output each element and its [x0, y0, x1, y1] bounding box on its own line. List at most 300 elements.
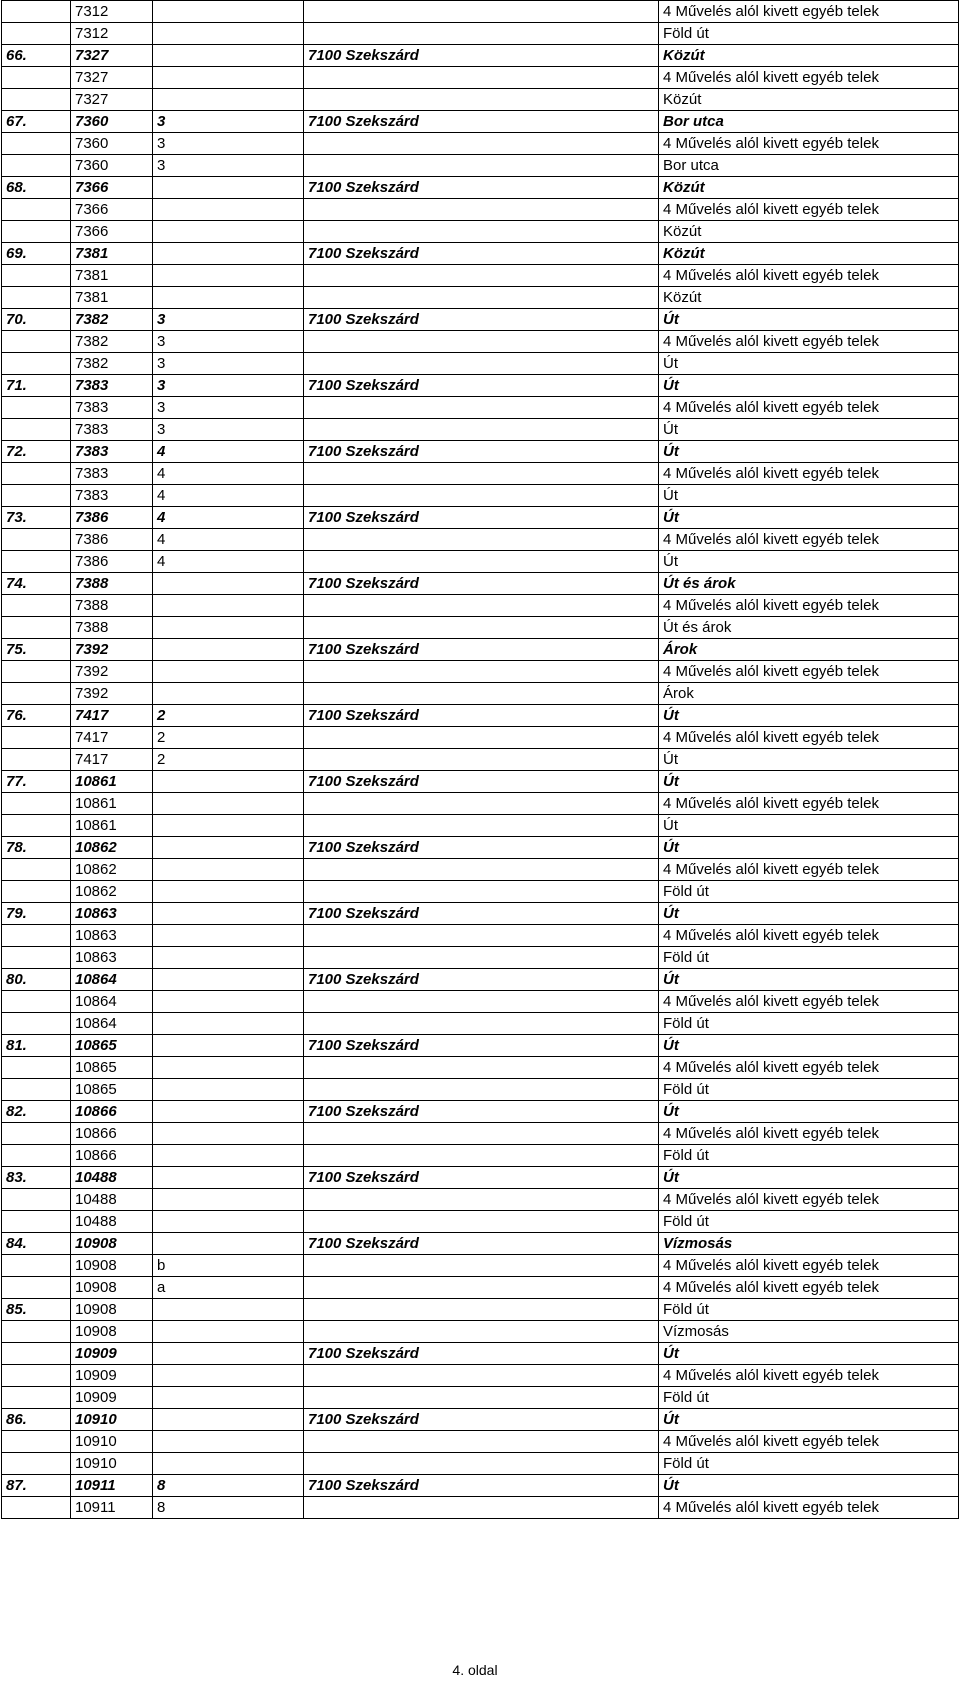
location-cell: 7100 Szekszárd	[304, 1101, 659, 1123]
table-row	[2, 1057, 959, 1079]
sub-id-cell	[153, 991, 304, 1013]
description-cell: Vízmosás	[659, 1321, 959, 1343]
sub-id-cell: a	[153, 1277, 304, 1299]
location-cell	[304, 1, 659, 23]
sub-id-cell	[153, 1365, 304, 1387]
location-cell: 7100 Szekszárd	[304, 243, 659, 265]
row-number-cell	[2, 397, 71, 419]
sub-id-cell: 8	[153, 1497, 304, 1519]
table-row-entry	[2, 1167, 959, 1189]
location-cell: 7100 Szekszárd	[304, 177, 659, 199]
row-number-cell	[2, 1145, 71, 1167]
row-number-cell	[2, 749, 71, 771]
location-cell	[304, 1277, 659, 1299]
description-cell: Föld út	[659, 1453, 959, 1475]
parcel-id-cell: 7392	[71, 683, 153, 705]
parcel-id-cell: 7417	[71, 705, 153, 727]
parcel-id-cell: 7360	[71, 155, 153, 177]
row-number-cell	[2, 1343, 71, 1365]
location-cell: 7100 Szekszárd	[304, 1409, 659, 1431]
location-cell: 7100 Szekszárd	[304, 837, 659, 859]
parcel-id-cell: 7417	[71, 749, 153, 771]
row-number-cell: 82.	[2, 1101, 71, 1123]
location-cell: 7100 Szekszárd	[304, 507, 659, 529]
location-cell	[304, 1057, 659, 1079]
location-cell	[304, 419, 659, 441]
parcel-id-cell: 7388	[71, 573, 153, 595]
row-number-cell	[2, 683, 71, 705]
parcel-id-cell: 7382	[71, 331, 153, 353]
row-number-cell	[2, 1013, 71, 1035]
location-cell	[304, 1387, 659, 1409]
parcel-id-cell: 7392	[71, 639, 153, 661]
description-cell: 4 Művelés alól kivett egyéb telek	[659, 265, 959, 287]
row-number-cell	[2, 1057, 71, 1079]
table-row-entry	[2, 441, 959, 463]
table-row	[2, 529, 959, 551]
location-cell	[304, 1365, 659, 1387]
table-row	[2, 1387, 959, 1409]
parcel-id-cell: 10908	[71, 1233, 153, 1255]
location-cell	[304, 1145, 659, 1167]
description-cell: Út	[659, 1409, 959, 1431]
description-cell: Út	[659, 705, 959, 727]
description-cell: Föld út	[659, 1387, 959, 1409]
row-number-cell: 68.	[2, 177, 71, 199]
sub-id-cell	[153, 1321, 304, 1343]
row-number-cell: 85.	[2, 1299, 71, 1321]
row-number-cell	[2, 991, 71, 1013]
table-row-entry	[2, 309, 959, 331]
table-row	[2, 397, 959, 419]
parcel-id-cell: 7312	[71, 1, 153, 23]
sub-id-cell: 3	[153, 309, 304, 331]
location-cell	[304, 133, 659, 155]
table-row	[2, 419, 959, 441]
sub-id-cell: 3	[153, 397, 304, 419]
location-cell: 7100 Szekszárd	[304, 375, 659, 397]
description-cell: Út	[659, 969, 959, 991]
row-number-cell	[2, 485, 71, 507]
location-cell: 7100 Szekszárd	[304, 441, 659, 463]
sub-id-cell	[153, 1343, 304, 1365]
description-cell: Út	[659, 1101, 959, 1123]
row-number-cell: 74.	[2, 573, 71, 595]
description-cell: 4 Művelés alól kivett egyéb telek	[659, 1123, 959, 1145]
table-row-entry	[2, 969, 959, 991]
row-number-cell	[2, 331, 71, 353]
description-cell: Út	[659, 419, 959, 441]
table-row	[2, 23, 959, 45]
row-number-cell: 66.	[2, 45, 71, 67]
sub-id-cell	[153, 243, 304, 265]
parcel-id-cell: 10862	[71, 837, 153, 859]
row-number-cell	[2, 1453, 71, 1475]
table-row-entry	[2, 771, 959, 793]
sub-id-cell	[153, 793, 304, 815]
row-number-cell	[2, 221, 71, 243]
location-cell: 7100 Szekszárd	[304, 111, 659, 133]
description-cell: 4 Művelés alól kivett egyéb telek	[659, 1277, 959, 1299]
location-cell	[304, 463, 659, 485]
row-number-cell: 73.	[2, 507, 71, 529]
sub-id-cell	[153, 595, 304, 617]
sub-id-cell	[153, 639, 304, 661]
parcel-id-cell: 7383	[71, 463, 153, 485]
parcel-id-cell: 7386	[71, 551, 153, 573]
location-cell	[304, 617, 659, 639]
sub-id-cell: 8	[153, 1475, 304, 1497]
description-cell: Közút	[659, 177, 959, 199]
description-cell: 4 Művelés alól kivett egyéb telek	[659, 199, 959, 221]
location-cell	[304, 331, 659, 353]
sub-id-cell: 3	[153, 331, 304, 353]
description-cell: 4 Művelés alól kivett egyéb telek	[659, 397, 959, 419]
parcel-id-cell: 10864	[71, 991, 153, 1013]
sub-id-cell: 4	[153, 507, 304, 529]
row-number-cell	[2, 1211, 71, 1233]
sub-id-cell: 2	[153, 749, 304, 771]
sub-id-cell	[153, 661, 304, 683]
location-cell	[304, 925, 659, 947]
location-cell	[304, 1123, 659, 1145]
sub-id-cell: 3	[153, 155, 304, 177]
row-number-cell	[2, 89, 71, 111]
table-row	[2, 1453, 959, 1475]
description-cell: Út	[659, 375, 959, 397]
parcel-id-cell: 10911	[71, 1497, 153, 1519]
row-number-cell	[2, 67, 71, 89]
description-cell: Bor utca	[659, 111, 959, 133]
row-number-cell: 87.	[2, 1475, 71, 1497]
row-number-cell	[2, 133, 71, 155]
table-row	[2, 991, 959, 1013]
table-row	[2, 925, 959, 947]
location-cell: 7100 Szekszárd	[304, 1233, 659, 1255]
parcel-id-cell: 7383	[71, 397, 153, 419]
table-row-entry	[2, 111, 959, 133]
table-row	[2, 89, 959, 111]
table-row	[2, 1299, 959, 1321]
table-row-entry	[2, 177, 959, 199]
parcel-table-body	[2, 1, 959, 1519]
table-row	[2, 287, 959, 309]
location-cell	[304, 265, 659, 287]
parcel-id-cell: 10909	[71, 1343, 153, 1365]
sub-id-cell	[153, 1101, 304, 1123]
location-cell	[304, 353, 659, 375]
parcel-id-cell: 7383	[71, 375, 153, 397]
sub-id-cell	[153, 573, 304, 595]
table-row	[2, 199, 959, 221]
parcel-id-cell: 7360	[71, 111, 153, 133]
description-cell: 4 Művelés alól kivett egyéb telek	[659, 331, 959, 353]
sub-id-cell	[153, 67, 304, 89]
table-row	[2, 485, 959, 507]
row-number-cell: 79.	[2, 903, 71, 925]
location-cell	[304, 815, 659, 837]
row-number-cell: 70.	[2, 309, 71, 331]
row-number-cell	[2, 1123, 71, 1145]
table-row	[2, 1365, 959, 1387]
table-row-entry	[2, 1035, 959, 1057]
sub-id-cell: 3	[153, 419, 304, 441]
description-cell: Út	[659, 1475, 959, 1497]
parcel-id-cell: 7417	[71, 727, 153, 749]
location-cell: 7100 Szekszárd	[304, 45, 659, 67]
parcel-id-cell: 10861	[71, 815, 153, 837]
table-row	[2, 67, 959, 89]
description-cell: 4 Művelés alól kivett egyéb telek	[659, 595, 959, 617]
parcel-id-cell: 7383	[71, 419, 153, 441]
description-cell: Út	[659, 1343, 959, 1365]
parcel-id-cell: 10911	[71, 1475, 153, 1497]
row-number-cell: 77.	[2, 771, 71, 793]
parcel-id-cell: 10488	[71, 1189, 153, 1211]
row-number-cell: 84.	[2, 1233, 71, 1255]
sub-id-cell	[153, 1387, 304, 1409]
table-row	[2, 1079, 959, 1101]
description-cell: Út és árok	[659, 617, 959, 639]
parcel-id-cell: 10908	[71, 1255, 153, 1277]
parcel-id-cell: 7381	[71, 243, 153, 265]
location-cell: 7100 Szekszárd	[304, 1343, 659, 1365]
parcel-id-cell: 7382	[71, 309, 153, 331]
sub-id-cell	[153, 177, 304, 199]
parcel-id-cell: 7386	[71, 507, 153, 529]
row-number-cell: 69.	[2, 243, 71, 265]
description-cell: Föld út	[659, 1079, 959, 1101]
parcel-id-cell: 7366	[71, 221, 153, 243]
parcel-id-cell: 7327	[71, 89, 153, 111]
row-number-cell	[2, 463, 71, 485]
sub-id-cell	[153, 1123, 304, 1145]
parcel-id-cell: 7392	[71, 661, 153, 683]
row-number-cell: 78.	[2, 837, 71, 859]
description-cell: Közút	[659, 89, 959, 111]
table-row	[2, 1013, 959, 1035]
row-number-cell	[2, 793, 71, 815]
description-cell: 4 Művelés alól kivett egyéb telek	[659, 463, 959, 485]
table-row-entry	[2, 375, 959, 397]
parcel-id-cell: 10910	[71, 1409, 153, 1431]
table-row	[2, 1123, 959, 1145]
sub-id-cell	[153, 1189, 304, 1211]
sub-id-cell	[153, 859, 304, 881]
row-number-cell: 71.	[2, 375, 71, 397]
row-number-cell	[2, 199, 71, 221]
table-row	[2, 1145, 959, 1167]
description-cell: Út	[659, 837, 959, 859]
parcel-id-cell: 7386	[71, 529, 153, 551]
table-row-entry	[2, 705, 959, 727]
table-row	[2, 1277, 959, 1299]
parcel-id-cell: 10861	[71, 793, 153, 815]
row-number-cell	[2, 155, 71, 177]
table-row	[2, 683, 959, 705]
parcel-id-cell: 7388	[71, 595, 153, 617]
location-cell: 7100 Szekszárd	[304, 573, 659, 595]
description-cell: Föld út	[659, 1211, 959, 1233]
table-row	[2, 815, 959, 837]
row-number-cell: 86.	[2, 1409, 71, 1431]
table-row	[2, 1, 959, 23]
location-cell	[304, 551, 659, 573]
description-cell: Föld út	[659, 1145, 959, 1167]
description-cell: Közút	[659, 243, 959, 265]
location-cell	[304, 221, 659, 243]
sub-id-cell	[153, 221, 304, 243]
description-cell: 4 Művelés alól kivett egyéb telek	[659, 727, 959, 749]
sub-id-cell	[153, 947, 304, 969]
sub-id-cell	[153, 89, 304, 111]
location-cell	[304, 529, 659, 551]
description-cell: Vízmosás	[659, 1233, 959, 1255]
row-number-cell	[2, 815, 71, 837]
location-cell	[304, 859, 659, 881]
description-cell: 4 Művelés alól kivett egyéb telek	[659, 1189, 959, 1211]
table-row	[2, 265, 959, 287]
location-cell: 7100 Szekszárd	[304, 1167, 659, 1189]
sub-id-cell	[153, 1233, 304, 1255]
sub-id-cell	[153, 1013, 304, 1035]
description-cell: 4 Művelés alól kivett egyéb telek	[659, 859, 959, 881]
table-row-entry	[2, 1475, 959, 1497]
sub-id-cell	[153, 1079, 304, 1101]
parcel-id-cell: 7327	[71, 67, 153, 89]
row-number-cell	[2, 419, 71, 441]
parcel-id-cell: 10863	[71, 903, 153, 925]
location-cell	[304, 661, 659, 683]
table-row	[2, 1255, 959, 1277]
row-number-cell: 81.	[2, 1035, 71, 1057]
description-cell: Föld út	[659, 947, 959, 969]
sub-id-cell: 3	[153, 111, 304, 133]
location-cell	[304, 155, 659, 177]
parcel-id-cell: 10488	[71, 1211, 153, 1233]
table-row-entry	[2, 1233, 959, 1255]
description-cell: 4 Művelés alól kivett egyéb telek	[659, 1057, 959, 1079]
location-cell	[304, 23, 659, 45]
sub-id-cell	[153, 1145, 304, 1167]
table-row	[2, 463, 959, 485]
description-cell: Út	[659, 903, 959, 925]
sub-id-cell	[153, 683, 304, 705]
description-cell: Árok	[659, 639, 959, 661]
sub-id-cell	[153, 969, 304, 991]
table-row	[2, 1189, 959, 1211]
sub-id-cell	[153, 1409, 304, 1431]
row-number-cell	[2, 287, 71, 309]
sub-id-cell: b	[153, 1255, 304, 1277]
row-number-cell	[2, 617, 71, 639]
row-number-cell: 75.	[2, 639, 71, 661]
table-row	[2, 947, 959, 969]
table-row-entry	[2, 1343, 959, 1365]
sub-id-cell	[153, 45, 304, 67]
description-cell: Út	[659, 507, 959, 529]
table-row-entry	[2, 573, 959, 595]
sub-id-cell	[153, 199, 304, 221]
description-cell: 4 Művelés alól kivett egyéb telek	[659, 1497, 959, 1519]
sub-id-cell: 4	[153, 463, 304, 485]
table-row	[2, 221, 959, 243]
description-cell: 4 Művelés alól kivett egyéb telek	[659, 529, 959, 551]
sub-id-cell	[153, 1431, 304, 1453]
location-cell: 7100 Szekszárd	[304, 309, 659, 331]
description-cell: Út	[659, 485, 959, 507]
table-row-entry	[2, 507, 959, 529]
sub-id-cell: 3	[153, 353, 304, 375]
location-cell	[304, 1453, 659, 1475]
parcel-id-cell: 10863	[71, 947, 153, 969]
sub-id-cell	[153, 617, 304, 639]
parcel-table	[1, 0, 959, 1519]
location-cell: 7100 Szekszárd	[304, 1035, 659, 1057]
parcel-id-cell: 10910	[71, 1453, 153, 1475]
description-cell: Közút	[659, 221, 959, 243]
location-cell	[304, 199, 659, 221]
parcel-id-cell: 7381	[71, 287, 153, 309]
row-number-cell	[2, 529, 71, 551]
table-row	[2, 133, 959, 155]
sub-id-cell	[153, 1211, 304, 1233]
table-row	[2, 1321, 959, 1343]
description-cell: Út	[659, 1035, 959, 1057]
row-number-cell	[2, 1387, 71, 1409]
row-number-cell	[2, 1189, 71, 1211]
table-row	[2, 353, 959, 375]
description-cell: 4 Művelés alól kivett egyéb telek	[659, 793, 959, 815]
row-number-cell	[2, 1321, 71, 1343]
parcel-id-cell: 10908	[71, 1321, 153, 1343]
parcel-id-cell: 10488	[71, 1167, 153, 1189]
sub-id-cell	[153, 1, 304, 23]
table-row	[2, 881, 959, 903]
description-cell: Út	[659, 309, 959, 331]
row-number-cell	[2, 1255, 71, 1277]
table-row-entry	[2, 1101, 959, 1123]
row-number-cell	[2, 1365, 71, 1387]
parcel-id-cell: 7366	[71, 177, 153, 199]
table-row-entry	[2, 1409, 959, 1431]
location-cell	[304, 1013, 659, 1035]
location-cell	[304, 1079, 659, 1101]
parcel-id-cell: 10862	[71, 859, 153, 881]
description-cell: 4 Művelés alól kivett egyéb telek	[659, 1365, 959, 1387]
row-number-cell	[2, 881, 71, 903]
row-number-cell	[2, 1497, 71, 1519]
location-cell: 7100 Szekszárd	[304, 639, 659, 661]
description-cell: Föld út	[659, 1013, 959, 1035]
table-row	[2, 1431, 959, 1453]
table-row-entry	[2, 243, 959, 265]
parcel-id-cell: 10864	[71, 1013, 153, 1035]
location-cell	[304, 1255, 659, 1277]
description-cell: Út	[659, 749, 959, 771]
sub-id-cell	[153, 265, 304, 287]
table-row-entry	[2, 45, 959, 67]
sub-id-cell	[153, 1057, 304, 1079]
sub-id-cell	[153, 1299, 304, 1321]
sub-id-cell	[153, 1453, 304, 1475]
description-cell: 4 Művelés alól kivett egyéb telek	[659, 661, 959, 683]
parcel-id-cell: 10865	[71, 1079, 153, 1101]
description-cell: Út	[659, 815, 959, 837]
table-row	[2, 331, 959, 353]
sub-id-cell: 3	[153, 375, 304, 397]
parcel-id-cell: 7383	[71, 485, 153, 507]
